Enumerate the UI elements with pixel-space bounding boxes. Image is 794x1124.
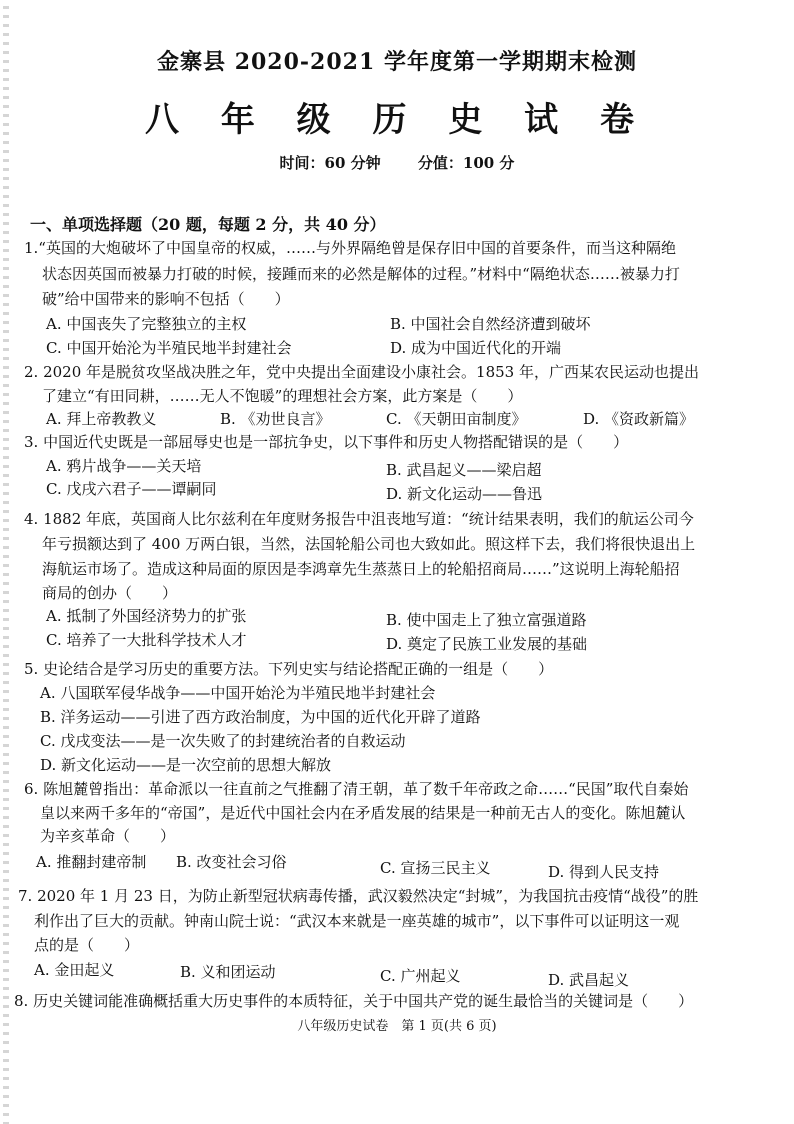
exam-time: 时间：60 分钟 [279, 154, 381, 172]
question-4-line-2: 年亏损额达到了 400 万两白银，当然，法国轮船公司也大致如此。照这样下去，我们将很快退出上 [42, 535, 696, 553]
question-7-line-1: 7. 2020 年 1 月 23 日，为防止新型冠状病毒传播，武汉毅然决定“封城”，为我国抗击疫情“战役”的胜 [18, 887, 699, 905]
question-3-line-1: 3. 中国近代史既是一部屈辱史也是一部抗争史，以下事件和历史人物搭配错误的是（ ） [24, 433, 629, 451]
question-4-option-b: B. 使中国走上了独立富强道路 [386, 611, 587, 629]
question-7-option-b: B. 义和团运动 [180, 963, 276, 981]
exam-title: 金寨县 2020-2021 学年度第一学期期末检测 [157, 49, 637, 75]
question-1-line-2: 状态因英国而被暴力打破的时候，接踵而来的必然是解体的过程。”材料中“隔绝状态……被暴力打 [42, 265, 680, 283]
question-6-line-1: 6. 陈旭麓曾指出：革命派以一往直前之气推翻了清王朝，革了数千年帝政之命……“民国”取代自秦始 [24, 780, 689, 798]
question-6-option-d: D. 得到人民支持 [548, 863, 660, 881]
question-5-option-c: C. 戊戌变法——是一次失败了的封建统治者的自救运动 [40, 732, 406, 750]
exam-score: 分值：100 分 [417, 154, 515, 172]
question-6-line-2: 皇以来两千多年的“帝国”，是近代中国社会内在矛盾发展的结果是一种前无古人的变化。陈旭麓认 [40, 804, 686, 822]
question-3-option-a: A. 鸦片战争——关天培 [46, 457, 202, 475]
question-4-line-1: 4. 1882 年底，英国商人比尔兹利在年度财务报告中沮丧地写道：“统计结果表明，我们的航运公司今 [24, 510, 694, 528]
question-4-line-4: 商局的创办（ ） [42, 584, 178, 602]
question-1-option-a: A. 中国丧失了完整独立的主权 [46, 315, 247, 333]
question-2-option-b: B. 《劝世良言》 [220, 410, 331, 428]
section-heading: 一、单项选择题（20 题，每题 2 分，共 40 分） [30, 215, 386, 234]
question-5-option-a: A. 八国联军侵华战争——中国开始沦为半殖民地半封建社会 [40, 684, 436, 702]
question-4-line-3: 海航运市场了。造成这种局面的原因是李鸿章先生蒸蒸日上的轮船招商局……”这说明上海轮船招 [42, 560, 680, 578]
question-1-line-3: 破”给中国带来的影响不包括（ ） [42, 290, 290, 308]
question-7-option-d: D. 武昌起义 [548, 971, 630, 989]
page-footer: 八年级历史试卷 第 1 页(共 6 页) [297, 1019, 497, 1034]
question-6-line-3: 为辛亥革命（ ） [40, 827, 176, 845]
question-3-option-c: C. 戊戌六君子——谭嗣同 [46, 480, 217, 498]
paper-title: 八 年 级 历 史 试 卷 [144, 100, 650, 140]
question-2-option-a: A. 拜上帝教教义 [46, 410, 157, 428]
question-2-option-d: D. 《资政新篇》 [583, 410, 695, 428]
question-5-option-d: D. 新文化运动——是一次空前的思想大解放 [40, 756, 332, 774]
question-6-option-a: A. 推翻封建帝制 [36, 853, 147, 871]
question-2-line-1: 2. 2020 年是脱贫攻坚战决胜之年，党中央提出全面建设小康社会。1853 年，广西某农民运动也提出 [24, 363, 699, 381]
question-4-option-d: D. 奠定了民族工业发展的基础 [386, 635, 588, 653]
question-2-option-c: C. 《天朝田亩制度》 [386, 410, 527, 428]
question-7-line-2: 利作出了巨大的贡献。钟南山院士说：“武汉本来就是一座英雄的城市”，以下事件可以证明这一观 [34, 912, 680, 930]
question-3-option-b: B. 武昌起义——梁启超 [386, 461, 542, 479]
question-3-option-d: D. 新文化运动——鲁迅 [386, 485, 543, 503]
question-4-option-c: C. 培养了一大批科学技术人才 [46, 631, 247, 649]
exam-info [0, 152, 794, 173]
question-6-option-c: C. 宣扬三民主义 [380, 859, 491, 877]
question-8-line-1: 8. 历史关键词能准确概括重大历史事件的本质特征，关于中国共产党的诞生最恰当的关键词是（ ） [14, 992, 694, 1010]
question-7-option-a: A. 金田起义 [34, 961, 115, 979]
question-1-option-b: B. 中国社会自然经济遭到破坏 [390, 315, 591, 333]
question-1-option-d: D. 成为中国近代化的开端 [390, 339, 562, 357]
question-1-line-1: 1.“英国的大炮破坏了中国皇帝的权威，……与外界隔绝曾是保存旧中国的首要条件，而当这种隔绝 [24, 239, 676, 257]
question-1-option-c: C. 中国开始沦为半殖民地半封建社会 [46, 339, 292, 357]
question-7-line-3: 点的是（ ） [34, 936, 140, 954]
question-6-option-b: B. 改变社会习俗 [176, 853, 287, 871]
question-5-option-b: B. 洋务运动——引进了西方政治制度，为中国的近代化开辟了道路 [40, 708, 481, 726]
question-5-line-1: 5. 史论结合是学习历史的重要方法。下列史实与结论搭配正确的一组是（ ） [24, 660, 554, 678]
question-4-option-a: A. 抵制了外国经济势力的扩张 [46, 607, 247, 625]
question-2-line-2: 了建立“有田同耕，……无人不饱暖”的理想社会方案，此方案是（ ） [42, 387, 523, 405]
question-7-option-c: C. 广州起义 [380, 967, 461, 985]
